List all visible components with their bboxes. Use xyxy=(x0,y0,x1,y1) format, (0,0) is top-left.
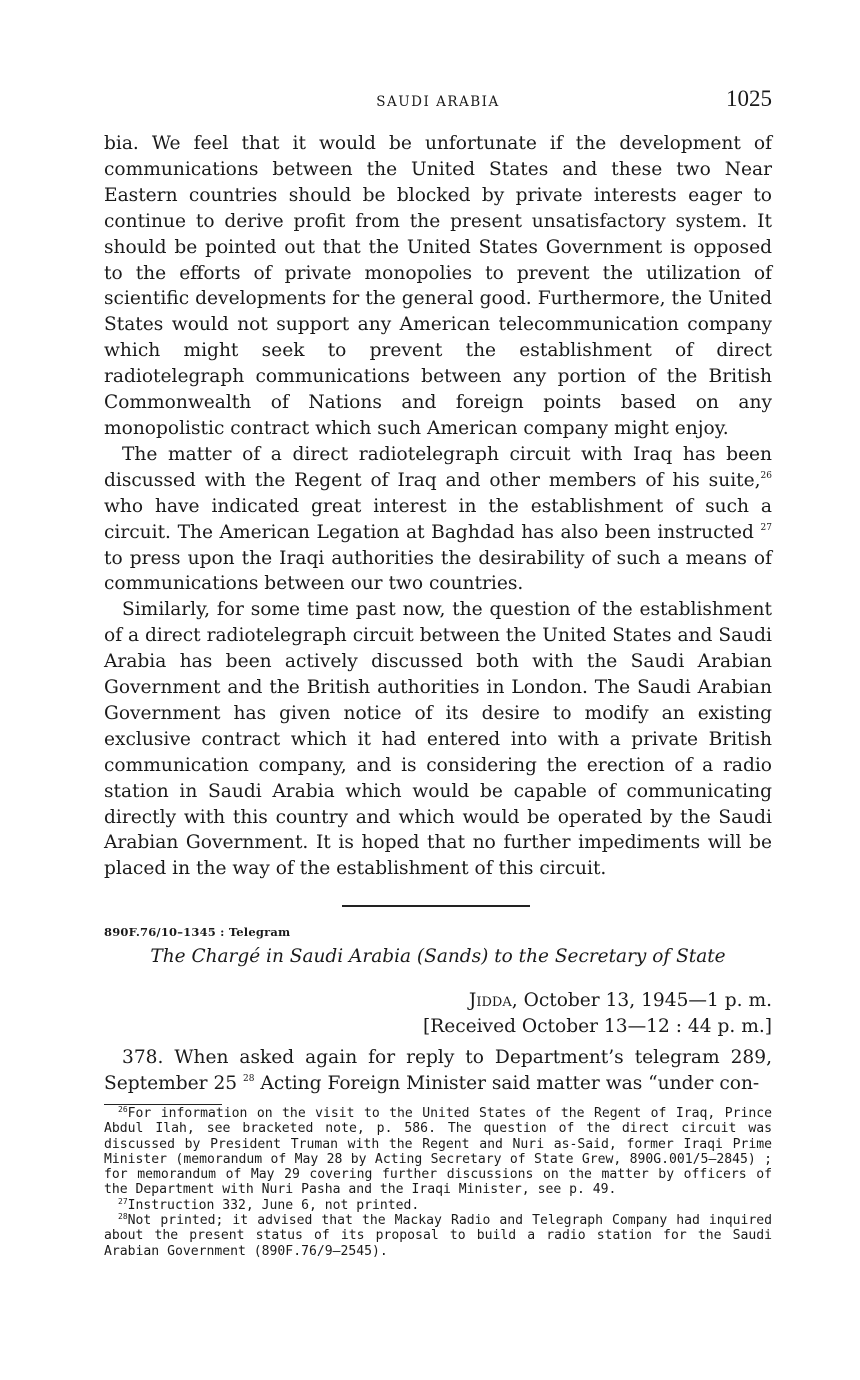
footnotes xyxy=(104,1106,772,1259)
iraq-text-2: who have indicated great interest in the establishment of such a circuit. The American Legation at Baghdad has also been instructed xyxy=(104,495,772,543)
footnote-27 xyxy=(104,1198,772,1213)
telegram-text-1: 378. When asked again for reply to Department’s telegram 289, September 25 xyxy=(104,1047,772,1094)
date-sent: , October 13, 1945—1 p. m. xyxy=(511,990,772,1011)
footnote-ref-27: 27 xyxy=(760,522,772,533)
place-name: Jidda xyxy=(468,990,512,1011)
iraq-text-3: to press upon the Iraqi authorities the desirability of such a means of communications between our two countries. xyxy=(104,547,772,595)
body-text xyxy=(104,131,772,882)
footnote-number: 27 xyxy=(118,1196,128,1206)
footnote-text: For information on the visit to the United States of the Regent of Iraq, Prince Abdul Ilah, see bracketed note, p. 586. The question of the direct circuit was discussed by President Truman with the Regent and Nuri as-Said, former Iraqi Prime Minister (memorandum of May 28 by Acting Secretary of State Grew, 890G.001/5–2845) ; for memorandum of May 29 covering further discussions on the matter by officers of the Department with Nuri Pasha and the Iraqi Minister, see p. 49. xyxy=(104,1106,772,1198)
file-reference: 890F.76/10–1345 : Telegram xyxy=(104,925,291,939)
running-header xyxy=(104,86,772,118)
paragraph-continuation: bia. We feel that it would be unfortunate if the development of communications between the United States and these two Near Eastern countries should be blocked by private interests eager to continue to derive profit from the present unsatisfactory system. It should be pointed out that the United States Government is opposed to the efforts of private monopolies to prevent the utilization of scientific developments for the general good. Furthermore, the United States would not support any American telecommunication company which might seek to prevent the establishment of direct radiotelegraph communications between any portion of the British Commonwealth of Nations and foreign points based on any monopolistic contract which such American company might enjoy. xyxy=(104,133,772,439)
footnote-number: 26 xyxy=(118,1105,128,1114)
telegram-text xyxy=(104,1045,772,1097)
document-title: The Chargé in Saudi Arabia (Sands) to the Secretary of State xyxy=(150,946,726,967)
footnote-ref-26: 26 xyxy=(760,470,772,481)
page-number: 1025 xyxy=(726,86,772,111)
dateline-sent xyxy=(469,990,772,1011)
footnote-number: 28 xyxy=(118,1212,128,1222)
telegram-paragraph xyxy=(104,1045,772,1097)
footnote-28 xyxy=(104,1213,772,1259)
footnote-26 xyxy=(104,1106,772,1198)
footnote-ref-28: 28 xyxy=(243,1074,255,1084)
section-divider xyxy=(342,905,530,907)
paragraph-iraq-circuit xyxy=(104,442,772,597)
dateline-received: [Received October 13—12 : 44 p. m.] xyxy=(422,1016,772,1037)
footnote-text: Not printed; it advised that the Mackay Radio and Telegraph Company had inquired about the present status of its proposal to build a radio station for the Saudi Arabian Government (890F.76/9–2545). xyxy=(104,1213,772,1259)
paragraph-saudi-circuit: Similarly, for some time past now, the question of the establishment of a direct radiotelegraph circuit between the United States and Saudi Arabia has been actively discussed both with the Saudi Arabian Government and the British authorities in London. The Saudi Arabian Government has given notice of its desire to modify an existing exclusive contract which it had entered into with a private British communication company, and is considering the erection of a radio station in Saudi Arabia which would be capable of communicating directly with this country and which would be operated by the Saudi Arabian Government. It is hoped that no further impediments will be placed in the way of the establishment of this circuit. xyxy=(104,599,772,880)
footnote-text: Instruction 332, June 6, not printed. xyxy=(127,1197,420,1213)
telegram-text-2: Acting Foreign Minister said matter was “under con- xyxy=(254,1073,760,1094)
iraq-text-1: The matter of a direct radiotelegraph circuit with Iraq has been discussed with the Regent of Iraq and other members of his suite, xyxy=(104,443,772,491)
running-title: SAUDI ARABIA xyxy=(376,94,500,110)
